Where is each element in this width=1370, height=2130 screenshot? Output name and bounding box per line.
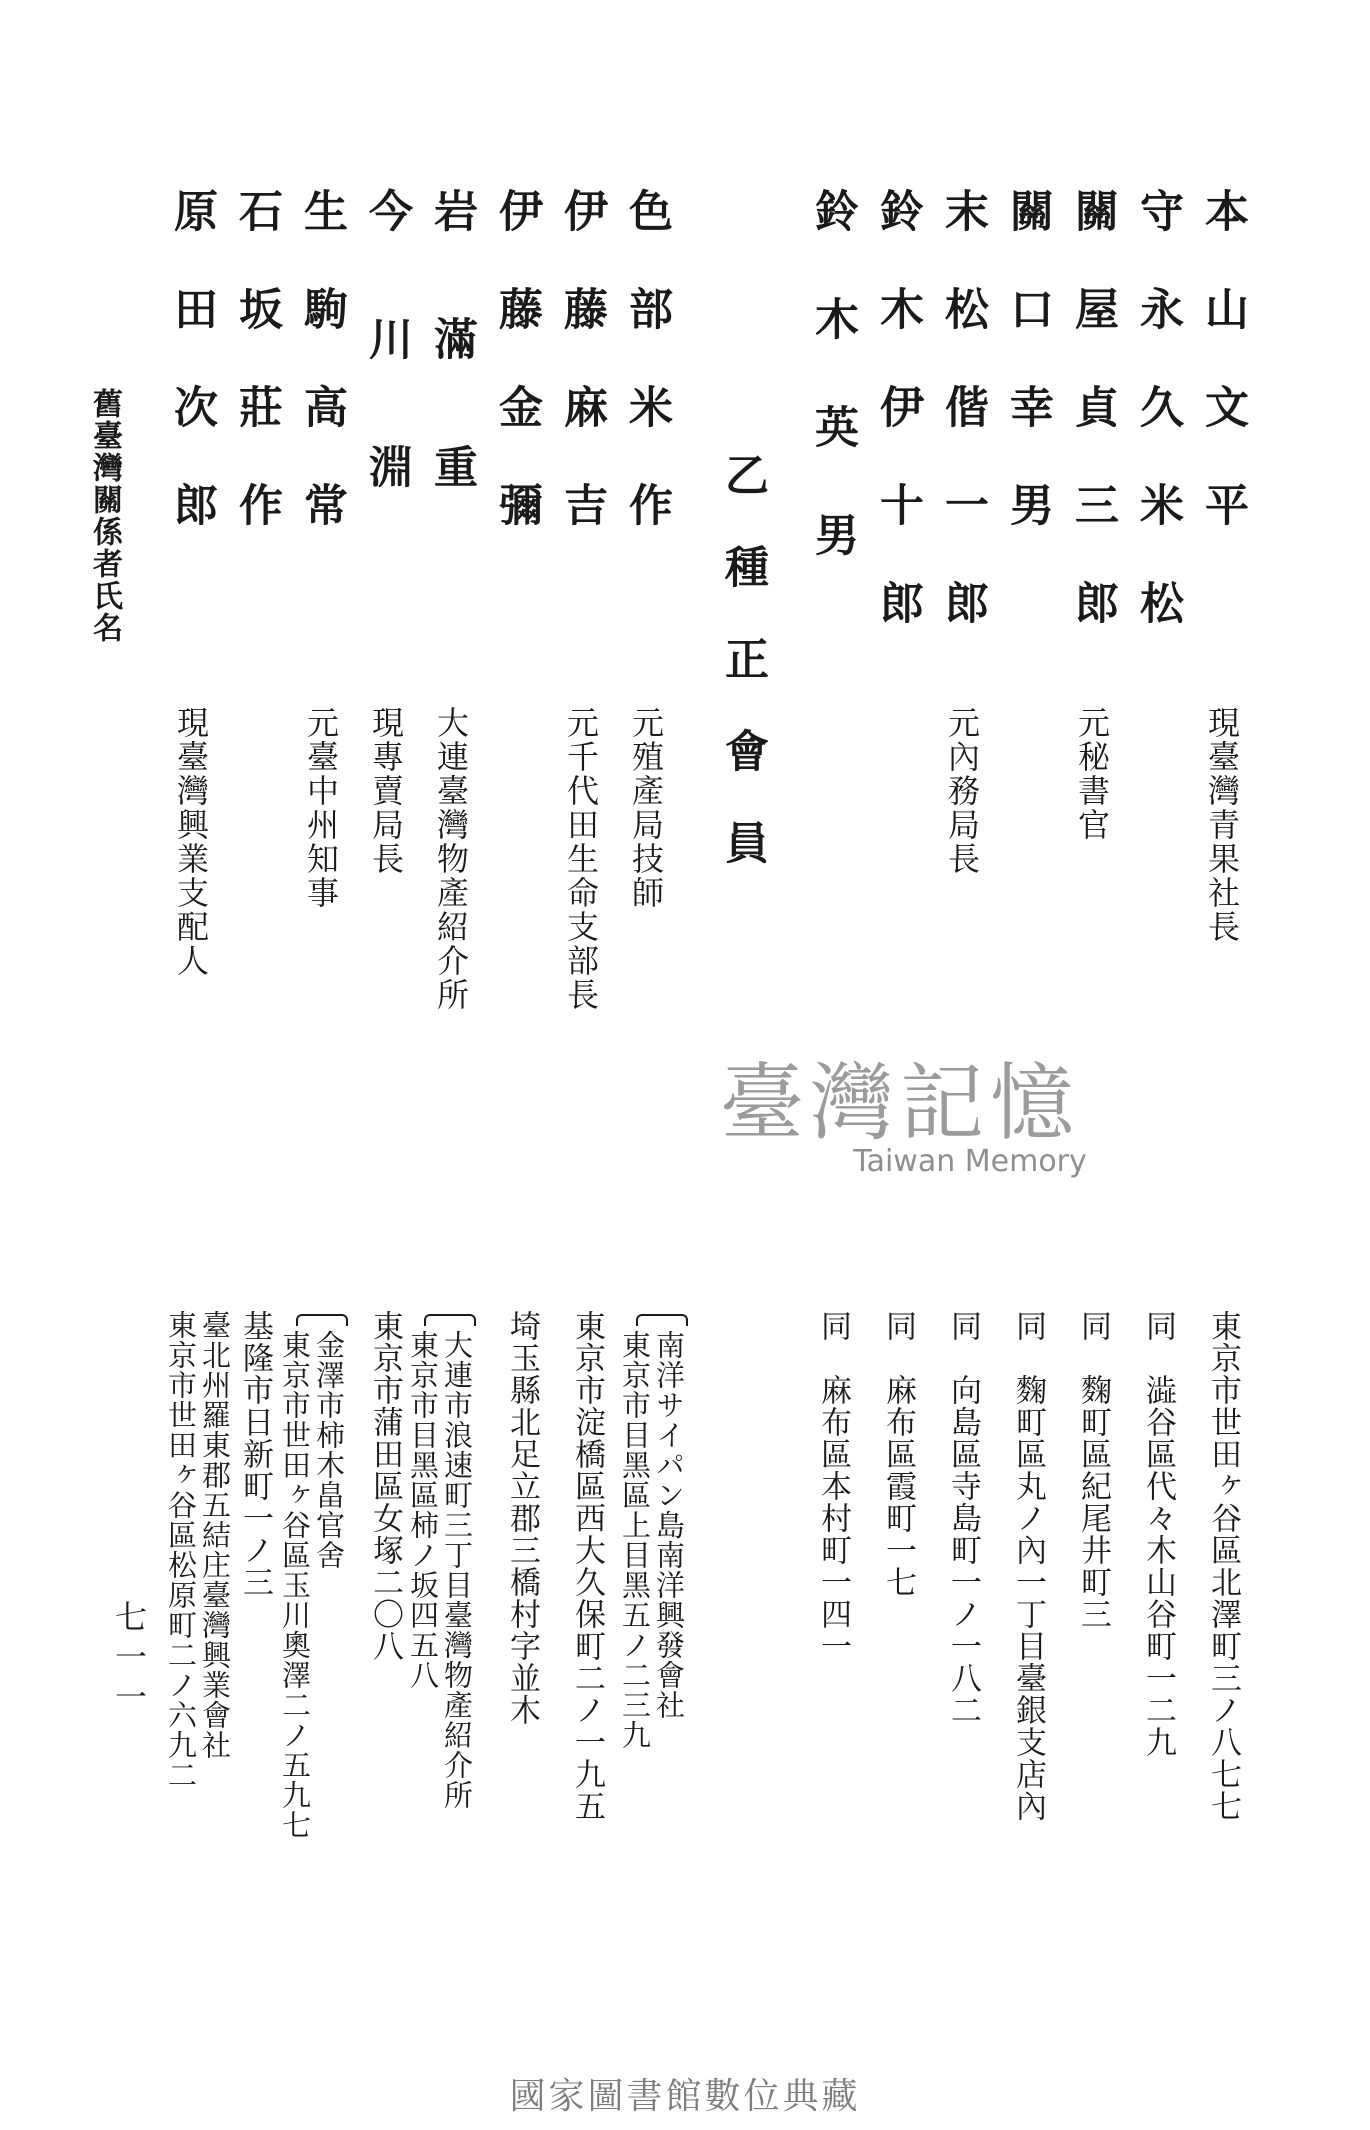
member-address: 同 向島區寺島町一ノ一八二 (945, 1310, 981, 1726)
page-number: 七一一 (110, 1600, 148, 1720)
member-name: 石坂莊作 (231, 188, 282, 580)
member-title: 元千代田生命支部長 (562, 706, 600, 1012)
member-name: 色部米作 (621, 188, 672, 580)
member-title: 元秘書官 (1073, 706, 1111, 842)
member-name: 守永久米松 (1132, 188, 1183, 678)
member-name: 伊藤麻吉 (556, 188, 607, 580)
address-bracket (424, 1314, 476, 1326)
member-address: 大連市浪速町三丁目臺灣物產紹介所 (440, 1330, 474, 1810)
member-name: 關屋貞三郎 (1067, 188, 1118, 678)
member-name: 生駒高常 (296, 188, 347, 580)
member-address: 臺北州羅東郡五結庄臺灣興業會社 (198, 1310, 232, 1760)
member-address: 埼玉縣北足立郡三橋村字並木 (504, 1310, 540, 1726)
member-title: 大連臺灣物產紹介所 (432, 706, 470, 1012)
address-bracket (636, 1314, 688, 1326)
member-address: 同 麻布區霞町一七 (880, 1310, 916, 1598)
member-address: 東京市目黑區柿ノ坂四五八 (406, 1330, 440, 1690)
member-name: 原田次郎 (166, 188, 217, 580)
member-address: 南洋サイパン島南洋興發會社 (652, 1330, 686, 1720)
member-title: 元殖產局技師 (627, 706, 665, 910)
member-address: 東京市蒲田區女塚二〇八 (367, 1310, 403, 1662)
footer-collection-label: 國家圖書館數位典藏 (509, 2076, 861, 2117)
member-address: 東京市淀橋區西大久保町二ノ一九五 (569, 1310, 605, 1822)
section-heading: 乙種正會員 (717, 452, 768, 912)
member-title: 現專賣局長 (367, 706, 405, 876)
member-address: 同 麴町區紀尾井町三 (1075, 1310, 1111, 1630)
member-address: 基隆市日新町一ノ三 (237, 1310, 273, 1598)
member-address: 同 麴町區丸ノ內一丁目臺銀支店內 (1010, 1310, 1046, 1822)
member-name: 末松偕一郎 (937, 188, 988, 678)
running-head: 舊臺灣關係者氏名 (87, 388, 122, 644)
member-address: 東京市世田ヶ谷區玉川奧澤二ノ五九七 (278, 1330, 312, 1840)
watermark-subtext: Taiwan Memory (853, 1144, 1087, 1179)
member-name: 關口幸男 (1002, 188, 1053, 580)
member-address: 東京市世田ヶ谷區松原町二ノ六九二 (164, 1310, 198, 1790)
member-title: 元臺中州知事 (302, 706, 340, 910)
member-name: 岩滿重 (426, 188, 477, 572)
member-title: 現臺灣興業支配人 (172, 706, 210, 978)
address-bracket (296, 1314, 348, 1326)
member-name: 伊藤金彌 (491, 188, 542, 580)
member-name: 本山文平 (1197, 188, 1248, 580)
member-address: 東京市目黑區上目黑五ノ二三九 (618, 1330, 652, 1750)
member-title: 現臺灣青果社長 (1203, 706, 1241, 944)
member-name: 今川淵 (361, 188, 412, 572)
member-name: 鈴木伊十郎 (872, 188, 923, 678)
member-address: 金澤市柿木畠官舍 (312, 1330, 346, 1570)
member-address: 同 麻布區本村町一四一 (815, 1310, 851, 1662)
member-title: 元內務局長 (943, 706, 981, 876)
member-address: 同 澁谷區代々木山谷町一二九 (1140, 1310, 1176, 1758)
watermark (680, 1055, 1120, 1205)
watermark-logo-text: 臺灣記憶 (719, 1054, 1080, 1152)
member-name: 鈴木英男 (807, 188, 858, 620)
member-address: 東京市世田ヶ谷區北澤町三ノ八七七 (1205, 1310, 1241, 1822)
